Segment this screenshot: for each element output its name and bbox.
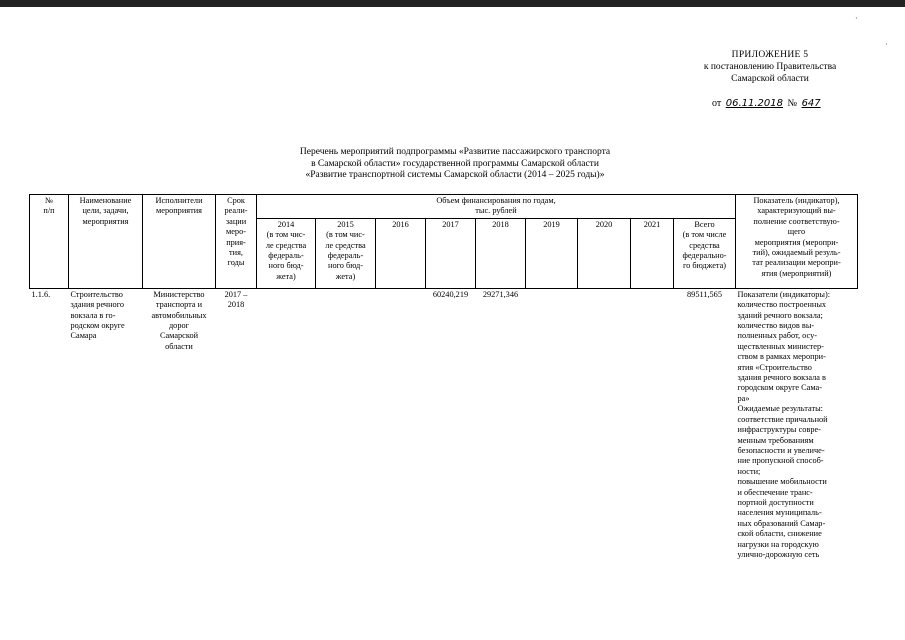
header-total: Всего (в том числе средства федерально- го бюджета) — [674, 218, 736, 288]
scan-top-border — [0, 0, 905, 7]
appendix-line: Самарской области — [731, 74, 809, 84]
ref-date: 06.11.2018 — [725, 98, 784, 109]
row-2017: 60240,219 — [426, 288, 476, 561]
table-row — [30, 288, 858, 561]
header-year-2021: 2021 — [631, 218, 674, 288]
header-year-2014: 2014 (в том чис- ле средства федераль- ного бюд- жета) — [257, 218, 316, 288]
appendix-line: к постановлению Правительства — [703, 62, 837, 72]
header-year-2020: 2020 — [578, 218, 631, 288]
row-2015 — [316, 288, 376, 561]
header-year-2017: 2017 — [426, 218, 476, 288]
row-2019 — [526, 288, 578, 561]
header-row — [30, 195, 858, 219]
title-line: «Развитие транспортной системы Самарской области (2014 – 2025 годы)» — [305, 170, 605, 180]
row-name: Строительство здания речного вокзала в го- родском округе Самара — [69, 288, 143, 561]
row-total: 89511,565 — [674, 288, 736, 561]
header-year-2019: 2019 — [526, 218, 578, 288]
scan-speck: · — [885, 40, 888, 49]
row-num: 1.1.6. — [30, 288, 69, 561]
ref-number-sign: № — [787, 98, 798, 109]
header-year-2018: 2018 — [476, 218, 526, 288]
ref-number: 647 — [801, 98, 821, 109]
scan-speck: · — [855, 14, 858, 23]
measures-table — [29, 194, 858, 561]
resolution-reference — [712, 98, 823, 109]
row-2018: 29271,346 — [476, 288, 526, 561]
row-indicator: Показатели (индикаторы): количество построенных зданий речного вокзала; количество видов вы- полненных работ, осу- ществленных министер- ством в рамках меропри- ятия «Строительство здания речного вокзала в городском округе Сама- ра» Ожидаемые результаты: соответствие причальной инфраструктуры совре- менным требованиям безопасности и увеличе- ние пропускной способ- ности; повышение мобильности и обеспечение транс- портной доступности населения муниципаль- ных образований Самар- ской области, снижение нагрузки на городскую улично-дорожную сеть — [736, 288, 858, 561]
row-2020 — [578, 288, 631, 561]
header-num: № п/п — [30, 195, 69, 289]
header-term: Срок реали- зации меро- прия- тия, годы — [216, 195, 257, 289]
header-year-2016: 2016 — [376, 218, 426, 288]
ref-prefix: от — [712, 98, 722, 109]
appendix-title: ПРИЛОЖЕНИЕ 5 — [731, 50, 809, 60]
row-executors: Министерство транспорта и автомобильных дорог Самарской области — [143, 288, 216, 561]
header-executors: Исполнители мероприятия — [143, 195, 216, 289]
appendix-header — [690, 49, 850, 85]
row-2021 — [631, 288, 674, 561]
row-2014 — [257, 288, 316, 561]
header-name: Наименование цели, задачи, мероприятия — [69, 195, 143, 289]
row-2016 — [376, 288, 426, 561]
title-line: Перечень мероприятий подпрограммы «Развитие пассажирского транспорта — [299, 147, 611, 157]
header-funding: Объем финансирования по годам, тыс. рублей — [257, 195, 736, 219]
document-title — [220, 147, 690, 182]
header-indicator: Показатель (индикатор), характеризующий вы- полнение соответствую- щего мероприятия (меропри- тий), ожидаемый резуль- тат реализации меропри- ятия (мероприятий) — [736, 195, 858, 289]
row-term: 2017 – 2018 — [216, 288, 257, 561]
header-year-2015: 2015 (в том чис- ле средства федераль- ного бюд- жета) — [316, 218, 376, 288]
title-line: в Самарской области» государственной программы Самарской области — [311, 158, 599, 169]
